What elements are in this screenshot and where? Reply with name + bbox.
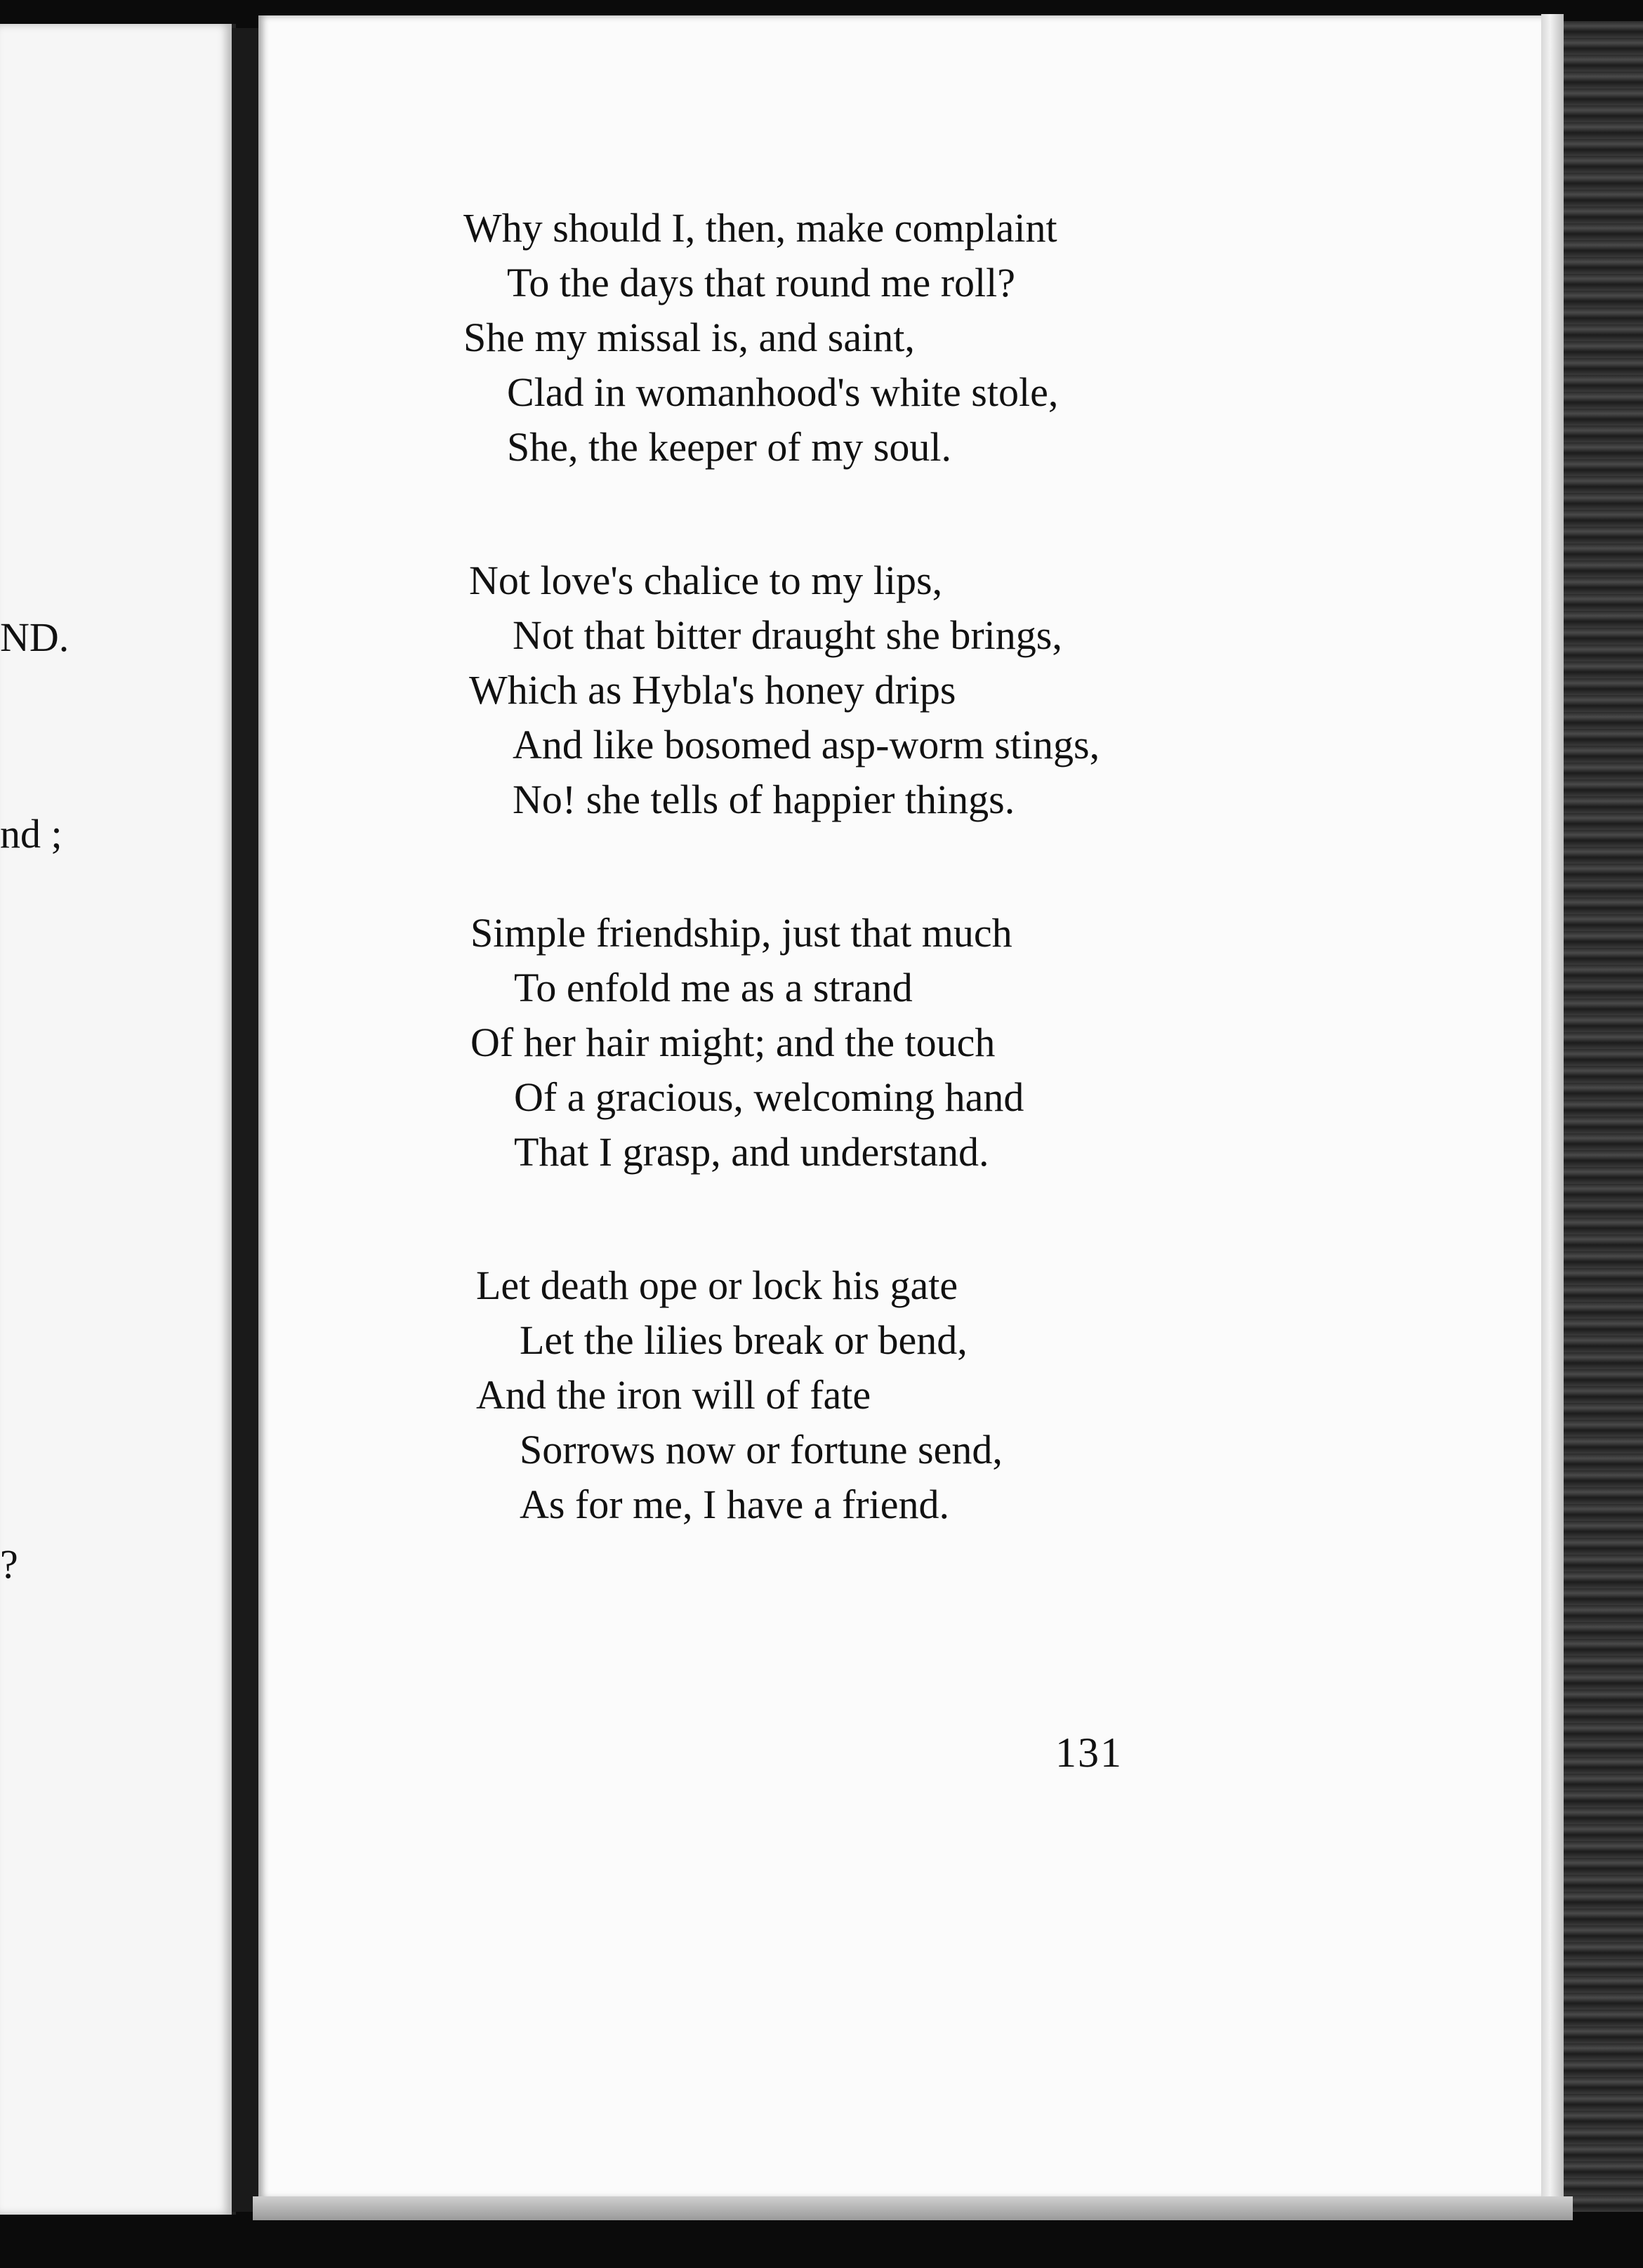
poem-line: As for me, I have a friend. bbox=[520, 1482, 949, 1527]
left-page-fragment: ND. bbox=[0, 614, 70, 660]
book-cover-edge bbox=[1564, 21, 1643, 2212]
poem-line: Which as Hybla's honey drips bbox=[469, 667, 956, 713]
poem-line: Not love's chalice to my lips, bbox=[469, 558, 943, 603]
poem-line: That I grasp, and understand. bbox=[514, 1129, 989, 1175]
poem-line: She my missal is, and saint, bbox=[463, 315, 915, 360]
poem-line: Let the lilies break or bend, bbox=[520, 1317, 968, 1363]
left-page bbox=[0, 24, 236, 2215]
page-bottom-edge bbox=[253, 2196, 1573, 2220]
poem-line: To enfold me as a strand bbox=[514, 965, 913, 1010]
poem-line: Simple friendship, just that much bbox=[470, 910, 1012, 956]
page-edge bbox=[1541, 14, 1564, 2205]
poem bbox=[258, 15, 1543, 2199]
poem-line: Not that bitter draught she brings, bbox=[513, 612, 1062, 658]
poem-line: And the iron will of fate bbox=[476, 1372, 871, 1418]
page-number: 131 bbox=[1055, 1729, 1123, 1776]
poem-line: Of her hair might; and the touch bbox=[470, 1020, 996, 1065]
poem-line: She, the keeper of my soul. bbox=[507, 424, 952, 470]
left-page-fragment: ? bbox=[0, 1541, 18, 1587]
book-gutter bbox=[232, 28, 260, 2212]
poem-line: Sorrows now or fortune send, bbox=[520, 1427, 1003, 1472]
poem-line: No! she tells of happier things. bbox=[513, 777, 1015, 822]
poem-line: And like bosomed asp-worm stings, bbox=[513, 722, 1100, 767]
poem-line: To the days that round me roll? bbox=[507, 260, 1015, 305]
left-page-fragment: nd ; bbox=[0, 811, 62, 857]
poem-line: Why should I, then, make complaint bbox=[463, 205, 1057, 251]
poem-line: Clad in womanhood's white stole, bbox=[507, 369, 1059, 415]
poem-line: Let death ope or lock his gate bbox=[476, 1262, 958, 1308]
right-page bbox=[258, 15, 1543, 2199]
poem-line: Of a gracious, welcoming hand bbox=[514, 1074, 1024, 1120]
